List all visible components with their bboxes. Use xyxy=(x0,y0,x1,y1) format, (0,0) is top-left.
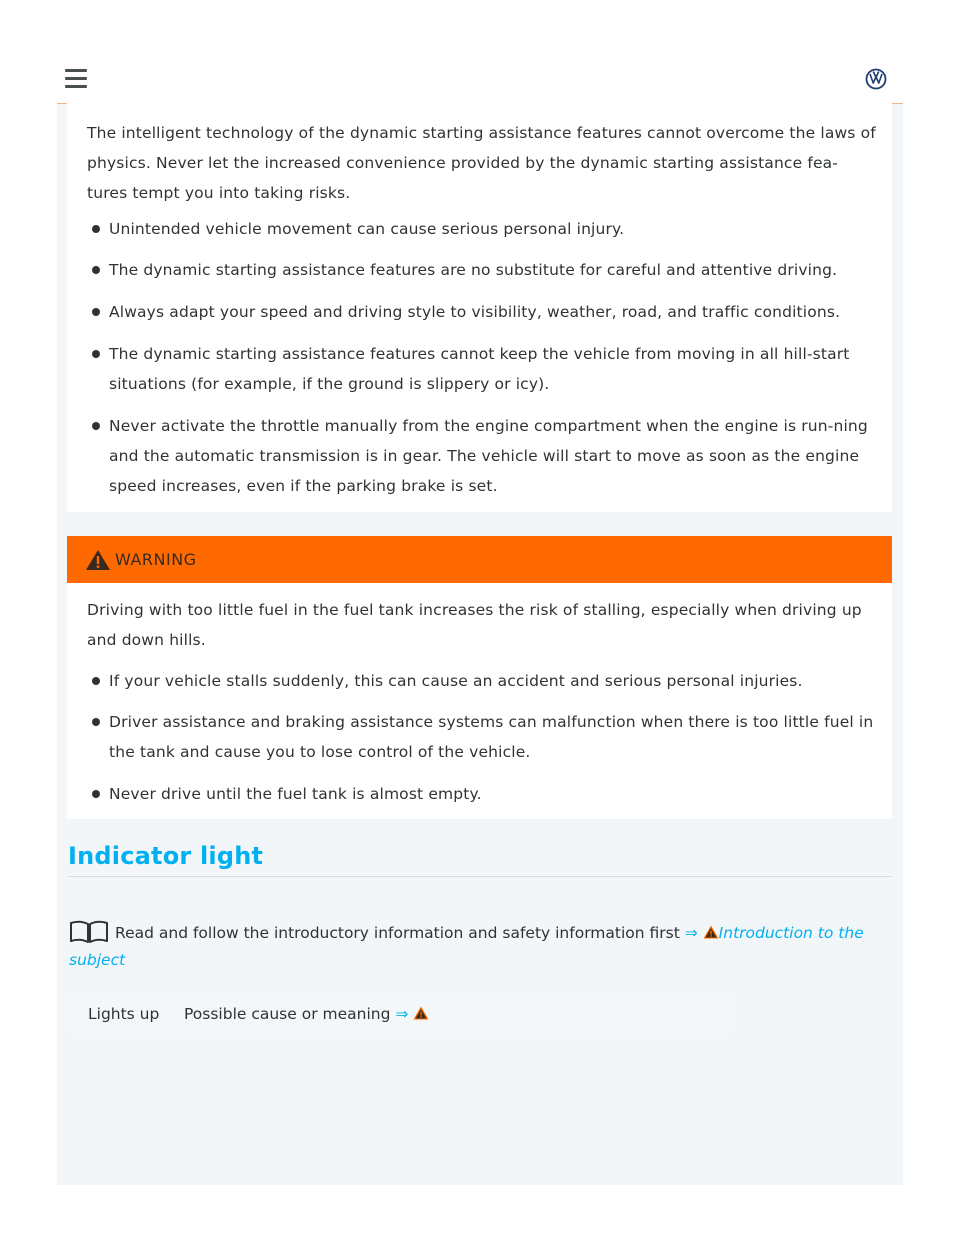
hamburger-menu-icon[interactable] xyxy=(65,69,87,89)
list-item: Always adapt your speed and driving style to visibility, weather, road, and traffic conditions. xyxy=(87,297,889,327)
introduction-link[interactable]: Introduction to the subject xyxy=(69,924,864,969)
warning-intro-text: Driving with too little fuel in the fuel tank increases the risk of stalling, especially when driving up and down hills. xyxy=(87,601,862,649)
indicator-table-header xyxy=(68,996,732,1034)
warning-label: WARNING xyxy=(115,550,197,569)
list-item: If your vehicle stalls suddenly, this can cause an accident and serious personal injuries. xyxy=(87,666,889,696)
section-intro xyxy=(69,920,891,974)
section-intro-text: Read and follow the introductory information and safety information first xyxy=(115,924,680,942)
table-header-cause-label: Possible cause or meaning xyxy=(184,1005,391,1023)
list-item: The dynamic starting assistance features cannot keep the vehicle from moving in all hill-start situations (for example, if the ground is slippery or icy). xyxy=(87,339,889,399)
list-item: The dynamic starting assistance features are no substitute for careful and attentive driving. xyxy=(87,255,889,285)
section-title: Indicator light xyxy=(68,842,264,870)
list-item: Never drive until the fuel tank is almost empty. xyxy=(87,779,889,809)
safety-intro-text: The intelligent technology of the dynamic starting assistance features cannot overcome the laws of physics. Never let the increased convenience provided by the dynamic starting assistance fea-tures tempt you into taking risks. xyxy=(87,124,876,202)
top-bar xyxy=(57,55,903,104)
vw-logo-icon[interactable] xyxy=(865,68,887,90)
list-item: Driver assistance and braking assistance systems can malfunction when there is too little fuel in the tank and cause you to lose control of the vehicle. xyxy=(87,707,889,767)
warning-triangle-icon xyxy=(85,549,111,571)
list-item: Never activate the throttle manually from the engine compartment when the engine is run-ning and the automatic transmission is in gear. The vehicle will start to move as soon as the engine speed increases, even if the parking brake is set. xyxy=(87,411,889,501)
warning-card xyxy=(67,536,892,819)
safety-card xyxy=(67,103,892,512)
table-header-lights-up: Lights up xyxy=(88,1005,160,1023)
warning-triangle-small-icon xyxy=(413,1006,429,1020)
section-divider xyxy=(68,876,892,877)
table-header-cause xyxy=(184,1005,429,1023)
link-arrow: ⇒ xyxy=(684,924,698,942)
link-arrow: ⇒ xyxy=(395,1005,409,1023)
warning-header xyxy=(67,536,892,583)
list-item: Unintended vehicle movement can cause serious personal injury. xyxy=(87,214,889,244)
warning-triangle-small-icon xyxy=(703,925,719,939)
